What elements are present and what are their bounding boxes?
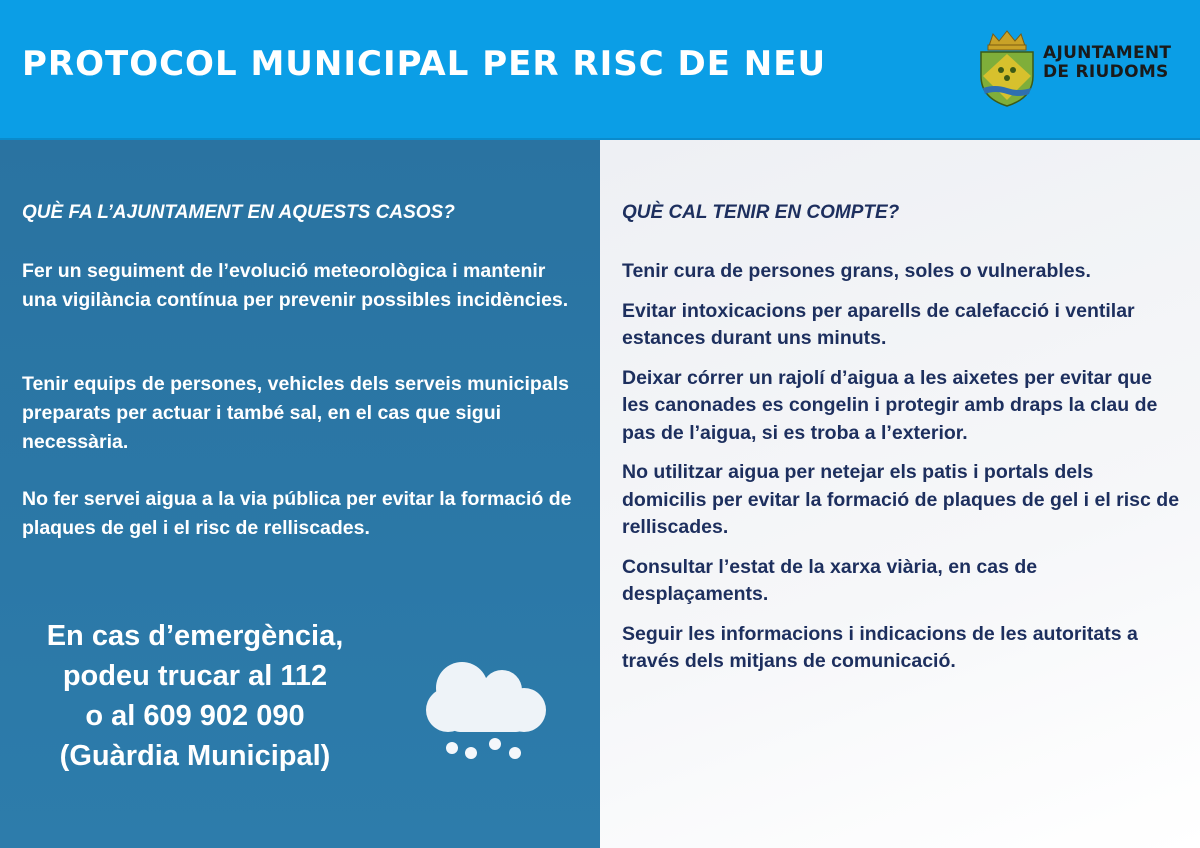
advice-item: No utilitzar aigua per netejar els patis i portals dels domicilis per evitar la formació de plaques de gel i el risc de relliscades.	[622, 461, 1180, 538]
council-action-1: Fer un seguiment de l’evolució meteorològica i mantenir una vigilància contínua per prevenir possibles incidències.	[22, 260, 569, 311]
municipal-logo	[975, 28, 1185, 108]
emergency-line-1: En cas d’emergència,	[46, 620, 344, 652]
advice-item: Seguir les informacions i indicacions de les autoritats a través dels mitjans de comunicació.	[622, 622, 1138, 672]
council-action-3: No fer servei aigua a la via pública per evitar la formació de plaques de gel i el risc de relliscades.	[22, 488, 572, 539]
header-banner	[0, 0, 1200, 140]
emergency-line-4: (Guàrdia Municipal)	[59, 740, 331, 772]
advice-list	[622, 258, 1182, 688]
logo-line-1: AJUNTAMENT	[1043, 43, 1172, 63]
advice-heading: QUÈ CAL TENIR EN COMPTE?	[622, 202, 900, 223]
advice-item: Consultar l’estat de la xarxa viària, en cas de desplaçaments.	[622, 555, 1038, 605]
logo-line-2: DE RIUDOMS	[1043, 62, 1169, 82]
emergency-contact	[10, 616, 380, 776]
advice-panel	[600, 140, 1200, 848]
advice-item: Evitar intoxicacions per aparells de calefacció i ventilar estances durant uns minuts.	[622, 299, 1135, 349]
coat-of-arms-icon	[975, 28, 1039, 108]
council-actions-heading: QUÈ FA L’AJUNTAMENT EN AQUESTS CASOS?	[22, 202, 455, 223]
emergency-line-2: podeu trucar al 112	[62, 660, 328, 692]
advice-item: Tenir cura de persones grans, soles o vulnerables.	[622, 260, 1091, 282]
advice-item: Deixar córrer un rajolí d’aigua a les aixetes per evitar que les canonades es congelin i protegir amb draps la clau de pas de l’aigua, si es troba a l’exterior.	[622, 366, 1158, 444]
snow-cloud-icon	[420, 652, 560, 772]
logo-text	[1043, 44, 1171, 82]
page-title: PROTOCOL MUNICIPAL PER RISC DE NEU	[22, 44, 827, 84]
council-actions-panel	[0, 140, 600, 848]
council-action-2: Tenir equips de persones, vehicles dels serveis municipals preparats per actuar i també sal, en el cas que sigui necessària.	[22, 373, 569, 453]
emergency-line-3: o al 609 902 090	[85, 700, 305, 732]
